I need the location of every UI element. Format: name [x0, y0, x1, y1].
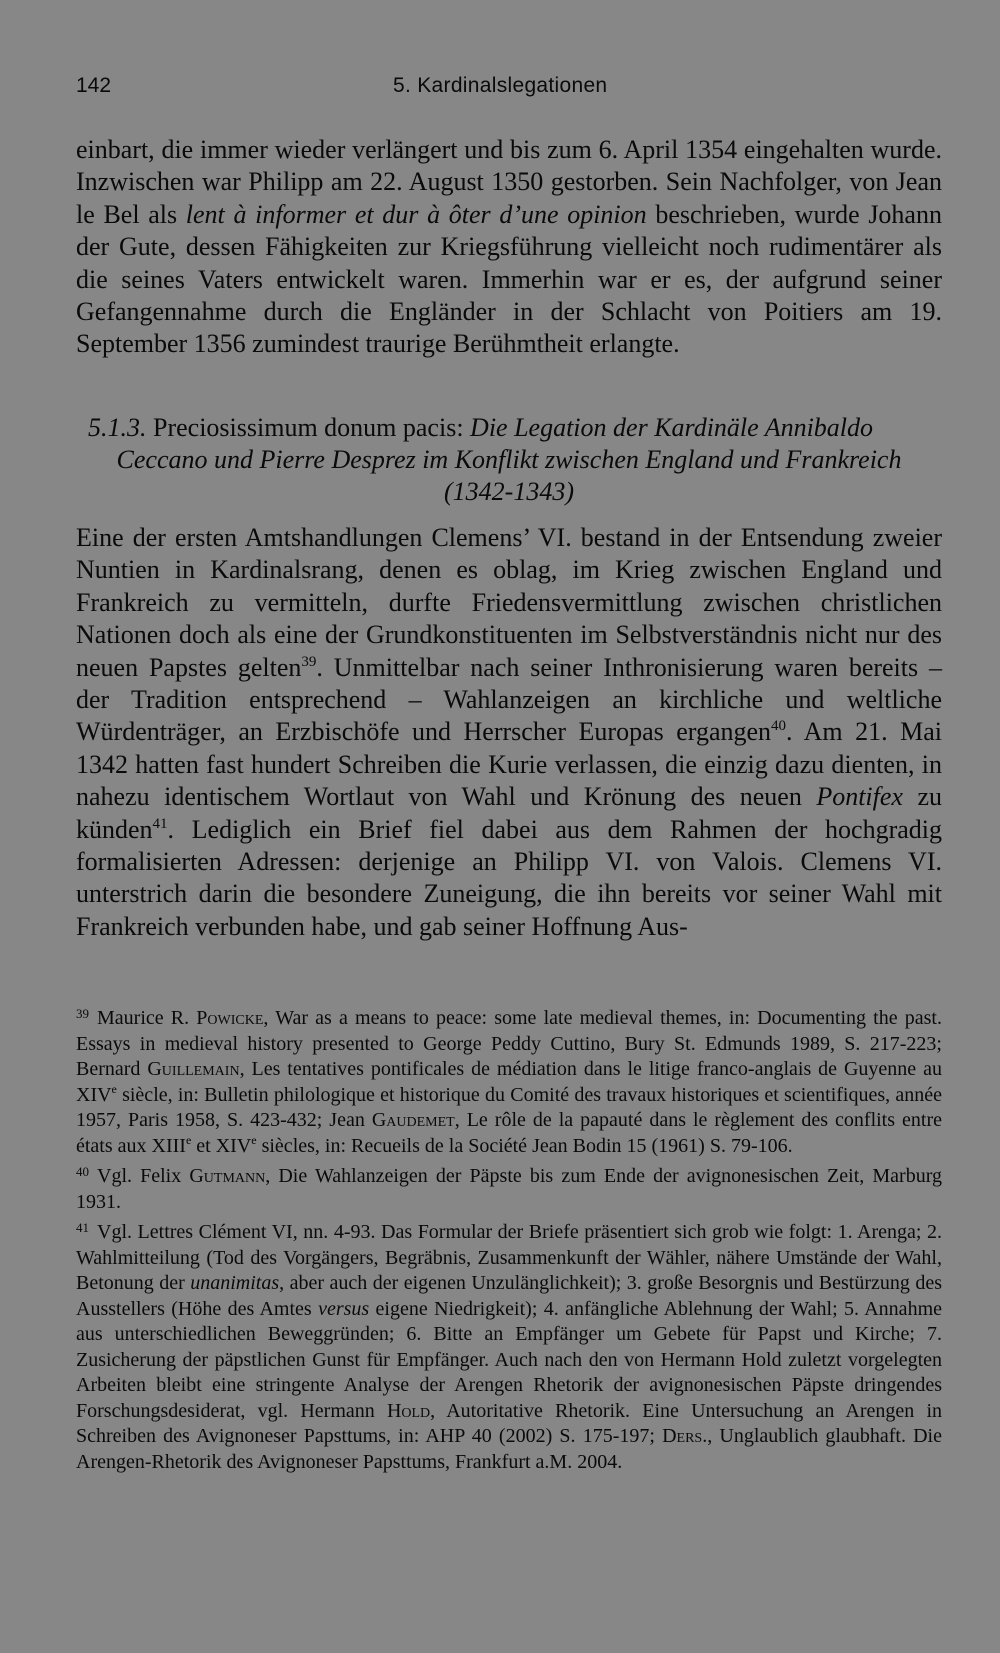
footnote-text: , Les tentatives pontificales de médiation dans le litige franco-anglais de Guyenne au XIV [76, 1058, 942, 1106]
footnote-ref[interactable]: 39 [301, 653, 317, 670]
author-name: Powicke [196, 1007, 264, 1029]
footnote-number: 40 [76, 1164, 89, 1179]
footnote-text: , Autoritative Rhetorik. Eine Untersuchung an Arengen in Schreiben des Avignoneser Papsttums, in: AHP 40 (2002) S. 175-197; [76, 1399, 942, 1447]
footnote-text: Vgl. Lettres Clément VI, nn. 4-93. Das Formular der Briefe präsentiert sich grob wie folgt: 1. Arenga; 2. Wahlmitteilung (Tod des Vorgängers, Begräbnis, Zusammenkunft der Wähler, nähere Umstände der Wahl, Betonung der [76, 1221, 942, 1294]
footnote-text: Vgl. Felix [97, 1165, 190, 1187]
paragraph-2-text: Eine der ersten Amtshandlungen Clemens’ VI. bestand in der Entsendung zweier Nuntien in Kardinalsrang, denen es oblag, im Krieg zwischen England und Frankreich zu vermitteln, durfte Friedensvermittlung zwischen christlichen Nationen doch als eine der Grundkonstituenten im Selbstverständnis nicht nur des neuen Papstes gelten [76, 523, 942, 682]
paragraph-2-italic: Pontifex [816, 782, 903, 812]
footnote-italic: versus [318, 1297, 370, 1320]
author-name: Ders. [662, 1425, 708, 1447]
footnote-text: , Unglaublich glaubhaft. Die Arengen-Rhetorik des Avignoneser Papsttums, Frankfurt a.M. 2004. [76, 1425, 942, 1473]
paragraph-1-text: beschrieben, wurde Johann der Gute, dessen Fähigkeiten zur Kriegsführung vielleicht noch rudimentärer als die seines Vaters entwickelt waren. Immerhin war er es, der aufgrund seiner Gefangennahme durch die Engländer in der Schlacht von Poitiers am 19. September 1356 zumindest traurige Berühmtheit erlangte. [76, 199, 942, 359]
section-years: (1342-1343) [444, 477, 574, 506]
superscript: e [111, 1081, 117, 1096]
footnote-text: siècle, in: Bulletin philologique et historique du Comité des travaux historiques et scientifiques, année 1957, Paris 1958, S. 423-432; Jean [76, 1083, 942, 1131]
footnote-number: 41 [76, 1220, 89, 1235]
section-title: Ceccano und Pierre Desprez im Konflikt zwischen England und Frankreich [116, 445, 902, 474]
footnote-text: , Die Wahlanzeigen der Päpste bis zum Ende der avignonesischen Zeit, Marburg 1931. [76, 1165, 942, 1213]
section-lead: Preciosissimum donum pacis: [146, 413, 471, 442]
page-header [76, 74, 946, 110]
paragraph-2-text: zu künden [76, 782, 942, 844]
paragraph-1-text: einbart, die immer wieder verlängert und bis zum 6. April 1354 eingehalten wurde. Inzwischen war Philipp am 22. August 1350 gestorben. Sein Nachfolger, von Jean le Bel als [76, 135, 942, 229]
author-name: Gaudemet [371, 1109, 455, 1131]
footnote-number: 39 [76, 1006, 89, 1021]
footnote-41 [76, 1215, 942, 1475]
footnote-italic: unanimitas [190, 1272, 280, 1294]
superscript: e [251, 1132, 257, 1147]
paragraph-1-quote: lent à informer et dur à ôter d’une opinion [185, 199, 647, 229]
page-number: 142 [76, 74, 112, 97]
footnote-40 [76, 1159, 942, 1215]
paragraph-2 [76, 522, 942, 943]
section-heading [88, 412, 930, 508]
section-number: 5.1.3. [88, 413, 147, 442]
footnote-text: , War as a means to peace: some late medieval themes, in: Documenting the past. Essays in medieval history presented to George Peddy Cuttino, Bury St. Edmunds 1989, S. 217-223; Bernard [76, 1007, 942, 1080]
footnote-39 [76, 1001, 942, 1159]
footnotes [76, 1001, 942, 1475]
footnote-text: Maurice R. [97, 1007, 197, 1029]
author-name: Hold [386, 1399, 431, 1422]
footnote-text: , aber auch der eigenen Unzulänglichkeit); 3. große Besorgnis und Bestürzung des Ausstellers (Höhe des Amtes [76, 1272, 942, 1320]
paragraph-2-text: . Am 21. Mai 1342 hatten fast hundert Schreiben die Kurie verlassen, die einzig dazu dienten, in nahezu identischem Wortlaut von Wahl und Krönung des neuen [76, 717, 943, 812]
author-name: Guillemain [147, 1058, 240, 1080]
running-head: 5. Kardinalslegationen [393, 74, 608, 97]
footnote-text: , Le rôle de la papauté dans le règlement des conflits entre états aux XIII [76, 1109, 942, 1157]
footnote-ref[interactable]: 41 [152, 815, 168, 832]
paragraph-1 [76, 134, 942, 361]
footnote-text: eigene Niedrigkeit); 4. anfängliche Ablehnung der Wahl; 5. Annahme aus unterschiedlichen Beweggründen; 6. Bitte an Empfänger um Gebete für Papst und Kirche; 7. Zusicherung der päpstlichen Gunst für Empfänger. Auch nach den von Hermann Hold zuletzt vorgelegten Arbeiten bleibt eine stringente Analyse der Arengen Rhetorik der avignonesischen Päpste dringendes Forschungsdesiderat, vgl. Hermann [76, 1297, 942, 1422]
footnote-ref[interactable]: 40 [771, 718, 787, 735]
superscript: e [185, 1132, 192, 1147]
footnote-text: siècles, in: Recueils de la Société Jean Bodin 15 (1961) S. 79-106. [256, 1134, 793, 1157]
section-title: Die Legation der Kardinäle Annibaldo [470, 413, 874, 442]
paragraph-2-text: . Lediglich ein Brief fiel dabei aus dem Rahmen der hochgradig formalisierten Adressen: derjenige an Philipp VI. von Valois. Clemens VI. unterstrich darin die besondere Zuneigung, die ihn bereits vor seiner Wahl mit Frankreich verbunden habe, und gab seiner Hoffnung Aus- [76, 814, 942, 941]
author-name: Gutmann [189, 1165, 266, 1187]
paragraph-2-text: . Unmittelbar nach seiner Inthronisierung waren bereits – der Tradition entsprechend – Wahlanzeigen an kirchliche und weltliche Würdenträger, an Erzbischöfe und Herrscher Europas ergangen [76, 652, 943, 747]
footnote-text: et XIV [191, 1134, 252, 1157]
